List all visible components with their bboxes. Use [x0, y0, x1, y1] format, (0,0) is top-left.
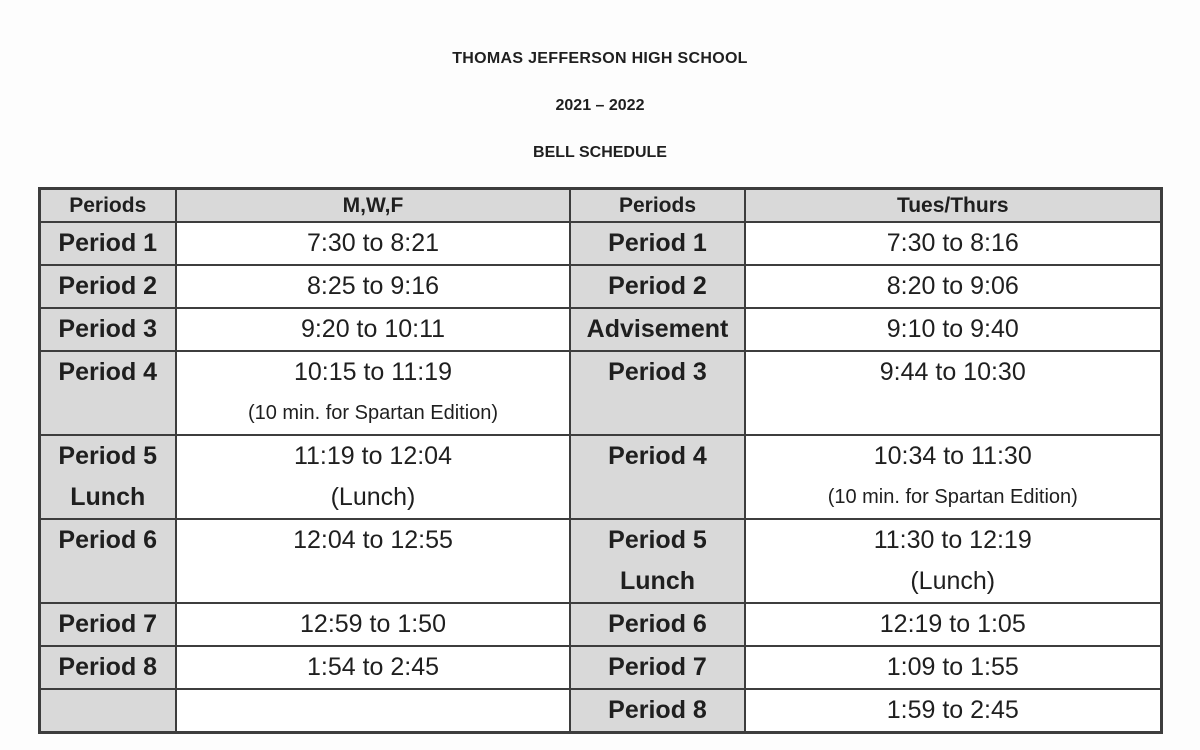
period-label: Period 6	[608, 610, 707, 638]
time-range: 9:10 to 9:40	[886, 315, 1019, 343]
time-cell	[745, 222, 1161, 265]
time-note: (10 min. for Spartan Edition)	[247, 402, 499, 424]
time-range: 7:30 to 8:21	[306, 229, 440, 257]
period-cell	[570, 265, 745, 308]
period-cell	[39, 689, 176, 733]
schedule-table-body	[39, 222, 1161, 733]
time-cell	[176, 308, 570, 351]
column-header-periods-tuesthurs: Periods	[570, 189, 745, 223]
period-cell	[570, 603, 745, 646]
time-range: 12:59 to 1:50	[300, 610, 446, 638]
table-row	[39, 519, 1161, 603]
time-range: 10:34 to 11:30	[873, 442, 1032, 470]
period-label: Period 4	[608, 442, 707, 470]
time-range: 8:25 to 9:16	[306, 272, 440, 300]
period-label: Period 4	[58, 358, 158, 386]
time-cell	[745, 265, 1161, 308]
table-row	[39, 222, 1161, 265]
time-range: 11:30 to 12:19	[873, 526, 1032, 554]
time-cell	[745, 435, 1161, 519]
time-cell	[745, 519, 1161, 603]
period-label: Period 1	[608, 229, 707, 257]
time-cell	[745, 603, 1161, 646]
period-cell	[39, 519, 176, 603]
time-cell	[745, 689, 1161, 733]
time-note: (10 min. for Spartan Edition)	[827, 486, 1078, 508]
time-cell	[176, 689, 570, 733]
time-range: 10:15 to 11:19	[293, 358, 452, 386]
column-header-periods-mwf: Periods	[39, 189, 176, 223]
period-label: Period 2	[608, 272, 707, 300]
document-header	[0, 0, 1200, 162]
period-cell	[570, 435, 745, 519]
table-row	[39, 603, 1161, 646]
time-cell	[176, 222, 570, 265]
table-row	[39, 689, 1161, 733]
time-range: 11:19 to 12:04	[293, 442, 452, 470]
period-sublabel: Lunch	[620, 567, 695, 595]
period-cell	[570, 308, 745, 351]
period-label: Period 3	[58, 315, 158, 343]
time-range: 9:20 to 10:11	[300, 315, 446, 343]
time-range: 1:09 to 1:55	[886, 653, 1019, 681]
time-cell	[745, 351, 1161, 435]
column-header-mwf-times: M,W,F	[176, 189, 570, 223]
period-cell	[570, 351, 745, 435]
period-cell	[570, 689, 745, 733]
table-row	[39, 351, 1161, 435]
period-label: Period 7	[608, 653, 707, 681]
time-cell	[176, 265, 570, 308]
time-cell	[176, 646, 570, 689]
period-cell	[39, 603, 176, 646]
period-label: Period 8	[58, 653, 158, 681]
time-sublabel: (Lunch)	[330, 483, 416, 511]
document-title: BELL SCHEDULE	[533, 144, 667, 161]
period-label: Period 7	[58, 610, 158, 638]
time-range: 7:30 to 8:16	[886, 229, 1019, 257]
column-header-tuesthurs-times: Tues/Thurs	[745, 189, 1161, 223]
table-row	[39, 308, 1161, 351]
time-cell	[176, 603, 570, 646]
time-cell	[745, 646, 1161, 689]
time-cell	[745, 308, 1161, 351]
time-sublabel: (Lunch)	[910, 567, 996, 595]
period-cell	[570, 222, 745, 265]
time-range: 1:54 to 2:45	[306, 653, 440, 681]
period-cell	[39, 265, 176, 308]
table-row	[39, 265, 1161, 308]
time-range: 12:04 to 12:55	[293, 526, 453, 554]
period-cell	[39, 351, 176, 435]
header-row	[39, 189, 1161, 223]
school-year: 2021 – 2022	[555, 97, 645, 114]
period-cell	[570, 519, 745, 603]
period-sublabel: Lunch	[70, 483, 146, 511]
period-cell	[39, 222, 176, 265]
period-cell	[39, 646, 176, 689]
school-name: THOMAS JEFFERSON HIGH SCHOOL	[452, 50, 748, 67]
table-row	[39, 435, 1161, 519]
period-cell	[570, 646, 745, 689]
time-cell	[176, 351, 570, 435]
period-label: Period 5	[58, 442, 158, 470]
period-label: Period 5	[608, 526, 707, 554]
period-cell	[39, 435, 176, 519]
time-cell	[176, 435, 570, 519]
time-range: 1:59 to 2:45	[886, 696, 1019, 724]
time-range: 8:20 to 9:06	[886, 272, 1019, 300]
table-header	[39, 189, 1161, 223]
period-label: Period 2	[58, 272, 158, 300]
time-range: 9:44 to 10:30	[879, 358, 1026, 386]
period-label: Period 1	[58, 229, 158, 257]
period-cell	[39, 308, 176, 351]
period-label: Period 8	[608, 696, 707, 724]
period-label: Period 6	[58, 526, 158, 554]
bell-schedule-table	[38, 187, 1163, 734]
table-row	[39, 646, 1161, 689]
time-cell	[176, 519, 570, 603]
time-range: 12:19 to 1:05	[879, 610, 1026, 638]
period-label: Advisement	[586, 315, 729, 343]
period-label: Period 3	[608, 358, 707, 386]
